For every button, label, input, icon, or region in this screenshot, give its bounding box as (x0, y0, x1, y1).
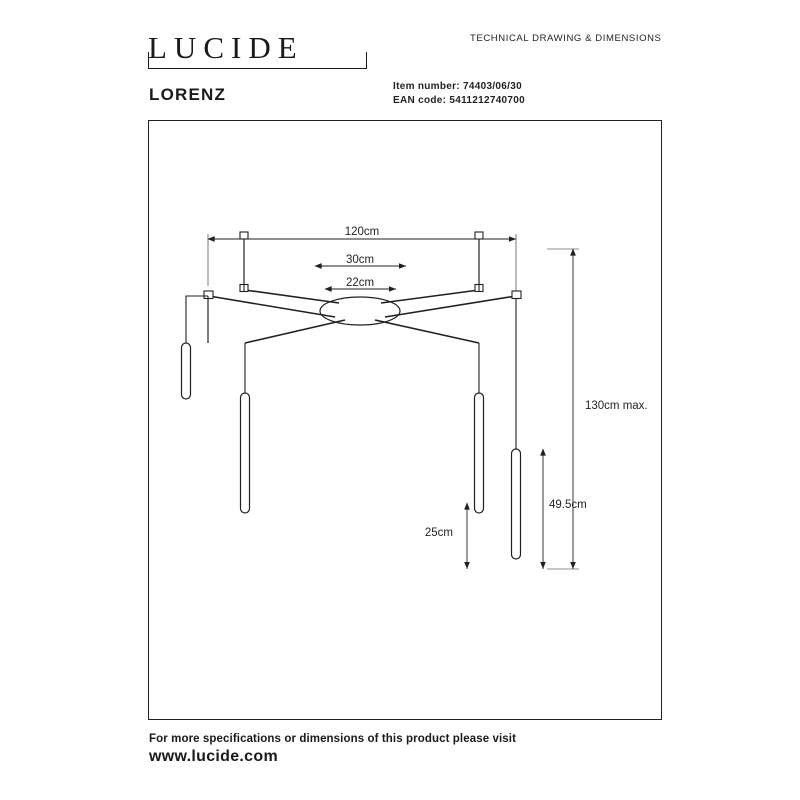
dimension-label-canopy-inner: 22cm (345, 277, 375, 289)
dimension-label-max-height: 130cm max. (585, 400, 648, 412)
brand-logo (148, 28, 366, 68)
footer-website[interactable]: www.lucide.com (149, 748, 278, 765)
page-title: LORENZ (149, 85, 227, 104)
dimension-label-pendant-drop: 49.5cm (549, 499, 587, 511)
footer-note: For more specifications or dimensions of this product please visit (149, 733, 517, 745)
ean-code (393, 95, 525, 106)
item-number-value: 74403/06/30 (463, 81, 522, 92)
ean-code-label: EAN code: (393, 95, 447, 106)
technical-drawing-title: TECHNICAL DRAWING & DIMENSIONS (470, 33, 662, 44)
item-number (393, 81, 522, 92)
brand-logo-text: LUCIDE (148, 30, 304, 65)
dimension-label-canopy-outer: 30cm (345, 254, 375, 266)
ean-code-value: 5411212740700 (449, 95, 526, 106)
technical-drawing (149, 121, 663, 721)
dimension-label-width-total: 120cm (344, 226, 380, 238)
dimension-label-shade-length: 25cm (424, 527, 453, 539)
technical-drawing-frame (148, 120, 662, 720)
item-number-label: Item number: (393, 81, 460, 92)
